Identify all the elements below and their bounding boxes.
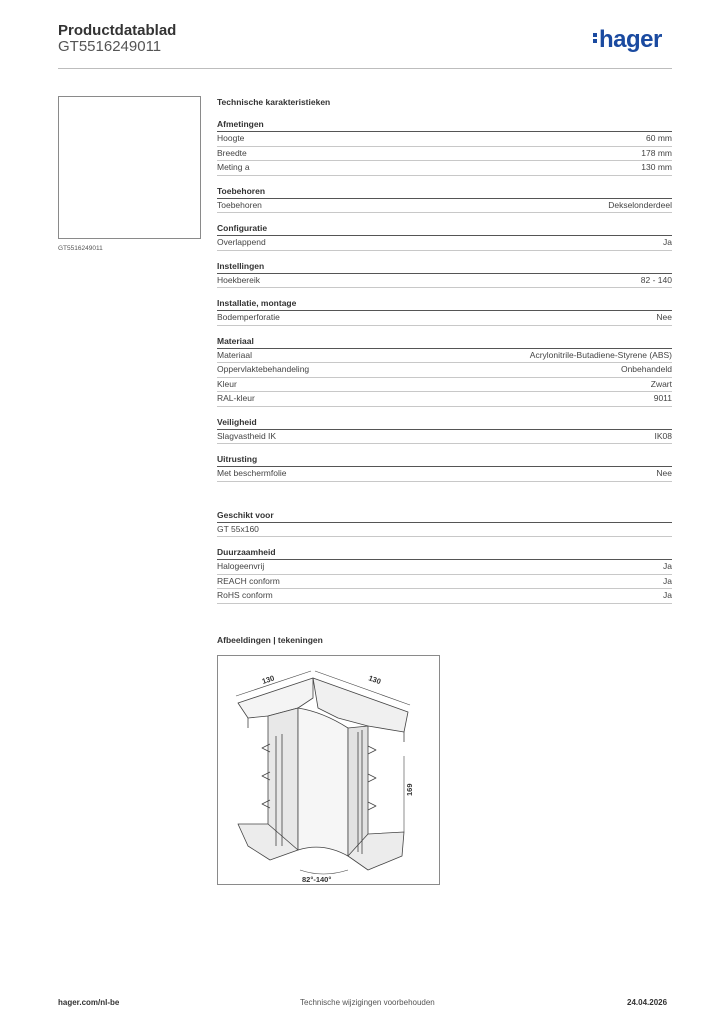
spec-section [217, 454, 672, 482]
spec-label: Hoogte [217, 133, 245, 143]
spec-section [217, 223, 672, 251]
spec-value: 82 - 140 [640, 274, 672, 285]
specifications [217, 96, 672, 614]
section-title: Installatie, montage [217, 298, 672, 311]
spec-row [217, 311, 672, 326]
section-title: Duurzaamheid [217, 547, 672, 560]
spec-section [217, 417, 672, 445]
product-image [58, 96, 201, 239]
spec-section [217, 261, 672, 289]
spec-section [217, 186, 672, 214]
logo-dots-icon [593, 31, 597, 45]
hager-logo [593, 26, 662, 54]
spec-row [217, 132, 672, 147]
spec-row [217, 349, 672, 364]
spec-row [217, 236, 672, 251]
spec-value: 178 mm [641, 147, 672, 158]
spec-label: Met beschermfolie [217, 468, 287, 478]
footer-notice: Technische wijzigingen voorbehouden [300, 998, 435, 1007]
spec-label: Toebehoren [217, 199, 262, 210]
section-title: Instellingen [217, 261, 672, 274]
product-image-caption: GT5516249011 [58, 245, 103, 252]
spec-label: Oppervlaktebehandeling [217, 364, 310, 374]
spec-value: Ja [663, 237, 672, 247]
spec-row [217, 560, 672, 575]
spec-label: Materiaal [217, 349, 252, 360]
spec-label: Halogeenvrij [217, 561, 265, 571]
section-title: Geschikt voor [217, 510, 672, 523]
logo-text: hager [599, 26, 662, 53]
spec-row [217, 392, 672, 407]
spec-row [217, 199, 672, 214]
spec-value: IK08 [654, 430, 672, 441]
spec-section [217, 336, 672, 407]
spec-row [217, 523, 672, 538]
dim-right-label: 130 [367, 673, 383, 687]
spec-section [217, 547, 672, 604]
dim-height-label: 169 [405, 783, 414, 796]
section-title: Configuratie [217, 223, 672, 236]
spec-value: Nee [656, 468, 672, 478]
spec-section [217, 298, 672, 326]
section-title: Toebehoren [217, 186, 672, 199]
spec-value: Onbehandeld [620, 364, 672, 374]
spec-label: Meting a [217, 162, 250, 172]
tech-title: Technische karakteristieken [217, 97, 331, 107]
spec-value: Nee [656, 312, 672, 322]
dim-left-label: 130 [260, 673, 276, 686]
spec-row [217, 363, 672, 378]
spec-row [217, 575, 672, 590]
spec-label: Overlappend [217, 237, 266, 247]
dim-angle-label: 82°-140° [302, 875, 332, 884]
spec-value: 60 mm [646, 133, 672, 143]
spec-label: RoHS conform [217, 590, 273, 600]
spec-label: Bodemperforatie [217, 312, 280, 322]
spec-row [217, 467, 672, 482]
spec-section [217, 510, 672, 538]
drawing-title: Afbeeldingen | tekeningen [217, 635, 323, 645]
spec-value: Ja [663, 590, 672, 600]
product-code: GT5516249011 [58, 38, 162, 55]
spec-value: Dekselonderdeel [608, 199, 672, 210]
spec-value: 9011 [653, 393, 672, 403]
section-title: Uitrusting [217, 454, 672, 467]
spec-row [217, 161, 672, 176]
document-title: Productdatablad [58, 22, 177, 39]
spec-value: Ja [663, 561, 672, 571]
section-title: Afmetingen [217, 119, 672, 132]
spec-label: RAL-kleur [217, 393, 255, 403]
spec-value: Zwart [650, 378, 672, 389]
spec-label: Hoekbereik [217, 274, 260, 285]
spec-row [217, 274, 672, 289]
spec-row [217, 589, 672, 604]
spec-row [217, 430, 672, 445]
footer-date: 24.04.2026 [627, 998, 668, 1007]
section-title: Veiligheid [217, 417, 672, 430]
spec-section [217, 119, 672, 176]
spec-value: Ja [663, 575, 672, 586]
spec-value: 130 mm [641, 162, 672, 172]
footer-website[interactable]: hager.com/nl-be [58, 998, 120, 1007]
spec-label: GT 55x160 [217, 523, 259, 534]
spec-sections [217, 119, 672, 604]
section-title: Materiaal [217, 336, 672, 349]
spec-label: Kleur [217, 378, 237, 389]
header-divider [58, 68, 672, 69]
corner-drawing-svg [218, 656, 439, 884]
spec-row [217, 147, 672, 162]
spec-value: Acrylonitrile-Butadiene-Styrene (ABS) [529, 349, 672, 360]
technical-drawing [217, 655, 440, 885]
section-spacer [217, 492, 672, 510]
spec-row [217, 378, 672, 393]
spec-label: Slagvastheid IK [217, 430, 277, 441]
spec-label: Breedte [217, 147, 247, 158]
spec-label: REACH conform [217, 575, 280, 586]
